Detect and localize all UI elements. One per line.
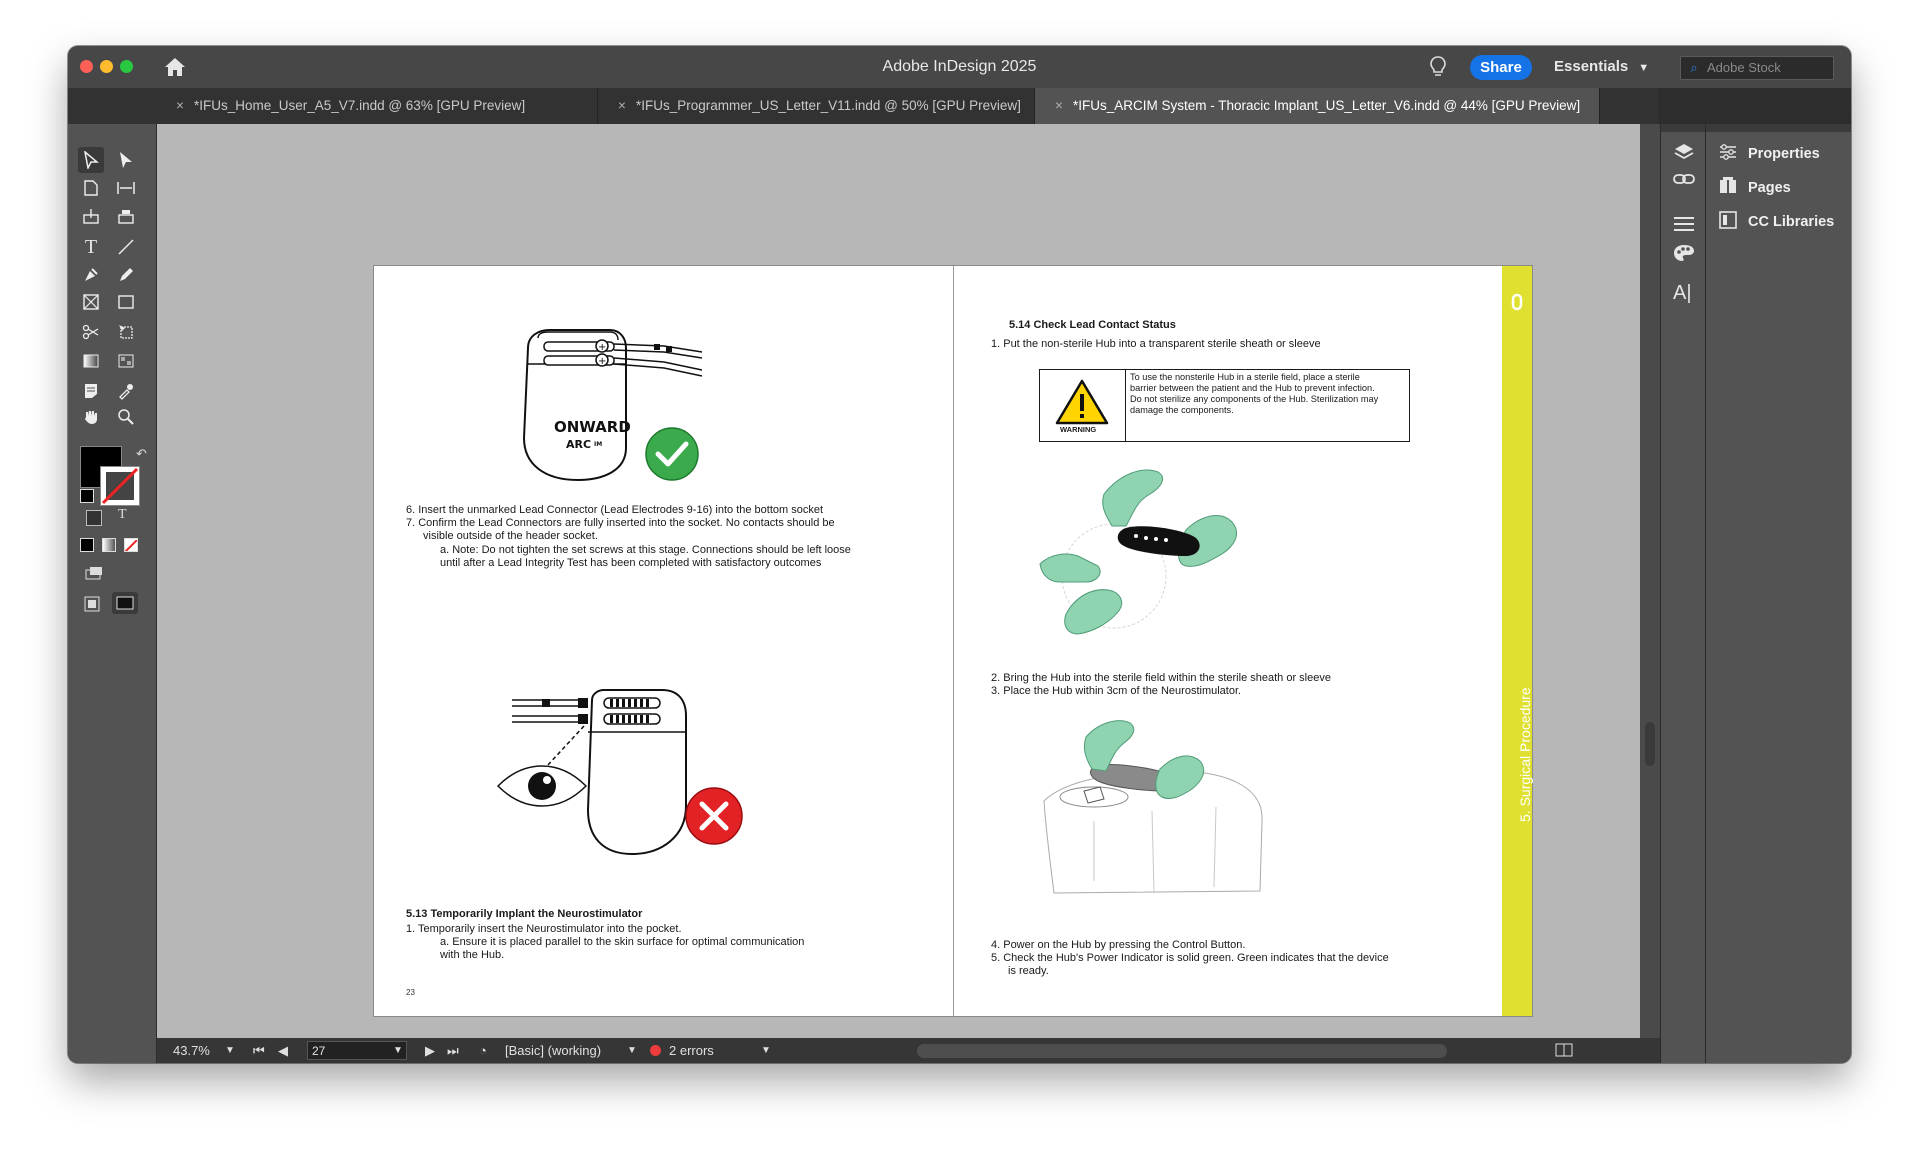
- apply-color-icon[interactable]: [80, 538, 94, 552]
- section-5-13-heading: 5.13 Temporarily Implant the Neurostimulator: [406, 908, 643, 920]
- rectangle-frame-tool-icon[interactable]: [78, 289, 104, 315]
- links-icon[interactable]: [1673, 172, 1695, 191]
- warning-text-line-4: damage the components.: [1130, 405, 1234, 415]
- apply-gradient-icon[interactable]: [102, 538, 116, 552]
- content-placer-icon[interactable]: [113, 203, 139, 229]
- share-button[interactable]: Share: [1470, 55, 1532, 80]
- adobe-stock-search[interactable]: [1680, 56, 1834, 80]
- direct-selection-tool-icon[interactable]: [113, 147, 139, 173]
- tab-label: *IFUs_ARCIM System - Thoracic Implant_US_Letter_V6.indd @ 44% [GPU Preview]: [1073, 98, 1581, 113]
- split-window-icon[interactable]: [1555, 1038, 1573, 1063]
- device-model-text: ARC: [566, 438, 592, 451]
- note-line-1: a. Note: Do not tighten the set screws at this stage. Connections should be left loose: [440, 544, 851, 556]
- step-1a-line-1: a. Ensure it is placed parallel to the skin surface for optimal communication: [440, 936, 805, 948]
- section-sidebar-title: 5. Surgical Procedure: [1517, 687, 1533, 822]
- previous-page-icon[interactable]: ◀: [278, 1043, 288, 1058]
- content-collector-icon[interactable]: [78, 203, 104, 229]
- close-tab-icon[interactable]: ×: [176, 98, 184, 113]
- document-tabs: [68, 88, 1658, 124]
- hub-on-patient-illustration: [1034, 711, 1266, 907]
- layers-icon[interactable]: [1673, 142, 1695, 167]
- vertical-scrollbar[interactable]: [1640, 124, 1660, 1038]
- tab-programmer[interactable]: [598, 88, 1035, 124]
- scissors-tool-icon[interactable]: [78, 319, 104, 345]
- tab-arcim-system[interactable]: [1035, 88, 1600, 124]
- step-1-514-text: 1. Put the non-sterile Hub into a transparent sterile sheath or sleeve: [991, 338, 1321, 350]
- indesign-window: [68, 46, 1851, 1063]
- error-indicator-icon: [650, 1045, 661, 1056]
- default-colors-icon[interactable]: [80, 489, 94, 503]
- selection-tool-icon[interactable]: [78, 147, 104, 173]
- device-brand-text: ONWARD: [554, 418, 631, 436]
- tab-label: *IFUs_Home_User_A5_V7.indd @ 63% [GPU Preview]: [194, 98, 526, 113]
- search-icon: ⌕: [1690, 60, 1698, 75]
- libraries-icon: [1718, 211, 1738, 229]
- errors-dropdown-icon[interactable]: ▼: [761, 1045, 771, 1056]
- tab-label: *IFUs_Programmer_US_Letter_V11.indd @ 50% [GPU Preview]: [636, 98, 1021, 113]
- neurostimulator-inserted-illustration: [514, 324, 714, 484]
- step-4-text: 4. Power on the Hub by pressing the Control Button.: [991, 939, 1246, 951]
- step-7-line-2: visible outside of the header socket.: [423, 530, 598, 542]
- pages-icon: [1718, 177, 1738, 195]
- screen-mode-icon[interactable]: [84, 566, 104, 583]
- close-tab-icon[interactable]: ×: [618, 98, 626, 113]
- title-bar: [68, 46, 1851, 88]
- vertical-scroll-thumb[interactable]: [1645, 722, 1655, 766]
- tools-panel: [68, 124, 156, 1063]
- svg-text:+: +: [598, 356, 607, 367]
- warning-triangle-icon: [1054, 378, 1110, 426]
- cc-libraries-label: CC Libraries: [1748, 214, 1835, 230]
- formatting-text-icon[interactable]: T: [118, 507, 127, 522]
- note-tool-icon[interactable]: [78, 378, 104, 404]
- gradient-feather-tool-icon[interactable]: [113, 348, 139, 374]
- step-6-text: 6. Insert the unmarked Lead Connector (Lead Electrodes 9-16) into the bottom socket: [406, 504, 824, 516]
- cc-libraries-panel-tab[interactable]: [1718, 208, 1834, 236]
- connector-not-inserted-illustration: [492, 686, 762, 866]
- pen-tool-icon[interactable]: [78, 262, 104, 288]
- device-model-suffix: IM: [594, 441, 603, 448]
- warning-text-line-3: Do not sterilize any components of the Hub. Sterilization may: [1130, 394, 1379, 404]
- rectangle-tool-icon[interactable]: [113, 289, 139, 315]
- sliders-icon: [1718, 143, 1738, 161]
- next-page-icon[interactable]: ▶: [425, 1043, 435, 1058]
- pasteboard[interactable]: [157, 124, 1640, 1038]
- workspace-label: Essentials: [1554, 58, 1629, 75]
- page-tool-icon[interactable]: [78, 175, 104, 201]
- free-transform-tool-icon[interactable]: [113, 319, 139, 345]
- eyedropper-tool-icon[interactable]: [113, 378, 139, 404]
- panels-dock: [1705, 124, 1851, 1063]
- pencil-tool-icon[interactable]: [113, 262, 139, 288]
- last-page-icon[interactable]: ⏭: [447, 1043, 459, 1058]
- zoom-tool-icon[interactable]: [113, 404, 139, 430]
- spread-fold-line: [953, 266, 954, 1016]
- status-bar: [157, 1038, 1660, 1063]
- hand-tool-icon[interactable]: [78, 404, 104, 430]
- apply-none-icon[interactable]: [124, 538, 138, 552]
- warning-symbol-cell: [1040, 370, 1126, 441]
- note-line-2: until after a Lead Integrity Test has been completed with satisfactory outcomes: [440, 557, 822, 569]
- tab-home-user[interactable]: [156, 88, 598, 124]
- page-number-field[interactable]: [307, 1041, 407, 1060]
- stock-search-placeholder: Adobe Stock: [1707, 60, 1781, 75]
- panel-icon-strip: [1660, 124, 1705, 1063]
- zoom-level[interactable]: 43.7%: [173, 1043, 210, 1058]
- panels-dock-header: [1706, 124, 1851, 132]
- step-5-line-1: 5. Check the Hub's Power Indicator is solid green. Green indicates that the device: [991, 952, 1389, 964]
- step-1a-line-2: with the Hub.: [440, 949, 505, 961]
- document-spread[interactable]: [373, 265, 1533, 1017]
- warning-text-line-1: To use the nonsterile Hub in a sterile field, place a sterile: [1130, 372, 1360, 382]
- swatches-icon[interactable]: [1673, 244, 1695, 267]
- formatting-container-icon[interactable]: [86, 510, 102, 526]
- line-tool-icon[interactable]: [113, 234, 139, 260]
- sidebar-marker-icon: [1510, 293, 1524, 311]
- stroke-panel-icon[interactable]: [1673, 216, 1695, 237]
- section-sidebar-bar: [1502, 266, 1532, 1016]
- chevron-down-icon: ▼: [1638, 62, 1650, 74]
- type-tool-icon[interactable]: T: [84, 235, 98, 258]
- warning-label: WARNING: [1060, 425, 1097, 434]
- app-title: Adobe InDesign 2025: [882, 58, 1037, 75]
- workspace-switcher[interactable]: [1554, 46, 1649, 88]
- warning-text-line-2: barrier between the patient and the Hub to prevent infection.: [1130, 383, 1375, 393]
- stroke-swatch[interactable]: [100, 466, 140, 506]
- first-page-icon[interactable]: ⏮: [253, 1043, 265, 1058]
- properties-panel-tab[interactable]: [1718, 140, 1820, 168]
- page-number: 23: [406, 988, 415, 997]
- step-1-513-text: 1. Temporarily insert the Neurostimulator into the pocket.: [406, 923, 682, 935]
- panel-strip-header: [1661, 124, 1705, 132]
- page-dropdown-icon[interactable]: ▼: [393, 1045, 403, 1056]
- preflight-profile[interactable]: [Basic] (working): [505, 1043, 602, 1058]
- gradient-swatch-tool-icon[interactable]: [78, 348, 104, 374]
- presentation-mode-icon[interactable]: [112, 592, 138, 614]
- swap-colors-icon[interactable]: ↶: [136, 446, 147, 461]
- step-5-line-2: is ready.: [1008, 965, 1049, 977]
- warning-box: [1039, 369, 1410, 442]
- step-3-text: 3. Place the Hub within 3cm of the Neurostimulator.: [991, 685, 1242, 697]
- profile-dropdown-icon[interactable]: ▼: [627, 1045, 637, 1056]
- page-number-value: 27: [312, 1044, 326, 1058]
- horizontal-scrollbar[interactable]: [917, 1044, 1447, 1058]
- lightbulb-icon[interactable]: [1428, 55, 1448, 79]
- step-7-line-1: 7. Confirm the Lead Connectors are fully inserted into the socket. No contacts should be: [406, 517, 835, 529]
- section-5-14-heading: 5.14 Check Lead Contact Status: [1009, 319, 1176, 331]
- hub-sheath-illustration: [1036, 464, 1272, 642]
- open-document-icon[interactable]: ◔: [479, 1043, 487, 1058]
- close-tab-icon[interactable]: ×: [1055, 98, 1063, 113]
- zoom-dropdown-icon[interactable]: ▼: [225, 1045, 235, 1056]
- step-2-text: 2. Bring the Hub into the sterile field within the sterile sheath or sleeve: [991, 672, 1331, 684]
- preflight-errors[interactable]: [650, 1038, 714, 1063]
- svg-text:+: +: [598, 342, 607, 353]
- view-mode-icon[interactable]: [84, 596, 100, 617]
- pages-panel-tab[interactable]: [1718, 174, 1791, 202]
- gap-tool-icon[interactable]: [113, 175, 139, 201]
- pages-label: Pages: [1748, 180, 1791, 196]
- character-styles-icon[interactable]: A|: [1673, 282, 1692, 304]
- errors-text: 2 errors: [669, 1043, 714, 1058]
- properties-label: Properties: [1748, 146, 1820, 162]
